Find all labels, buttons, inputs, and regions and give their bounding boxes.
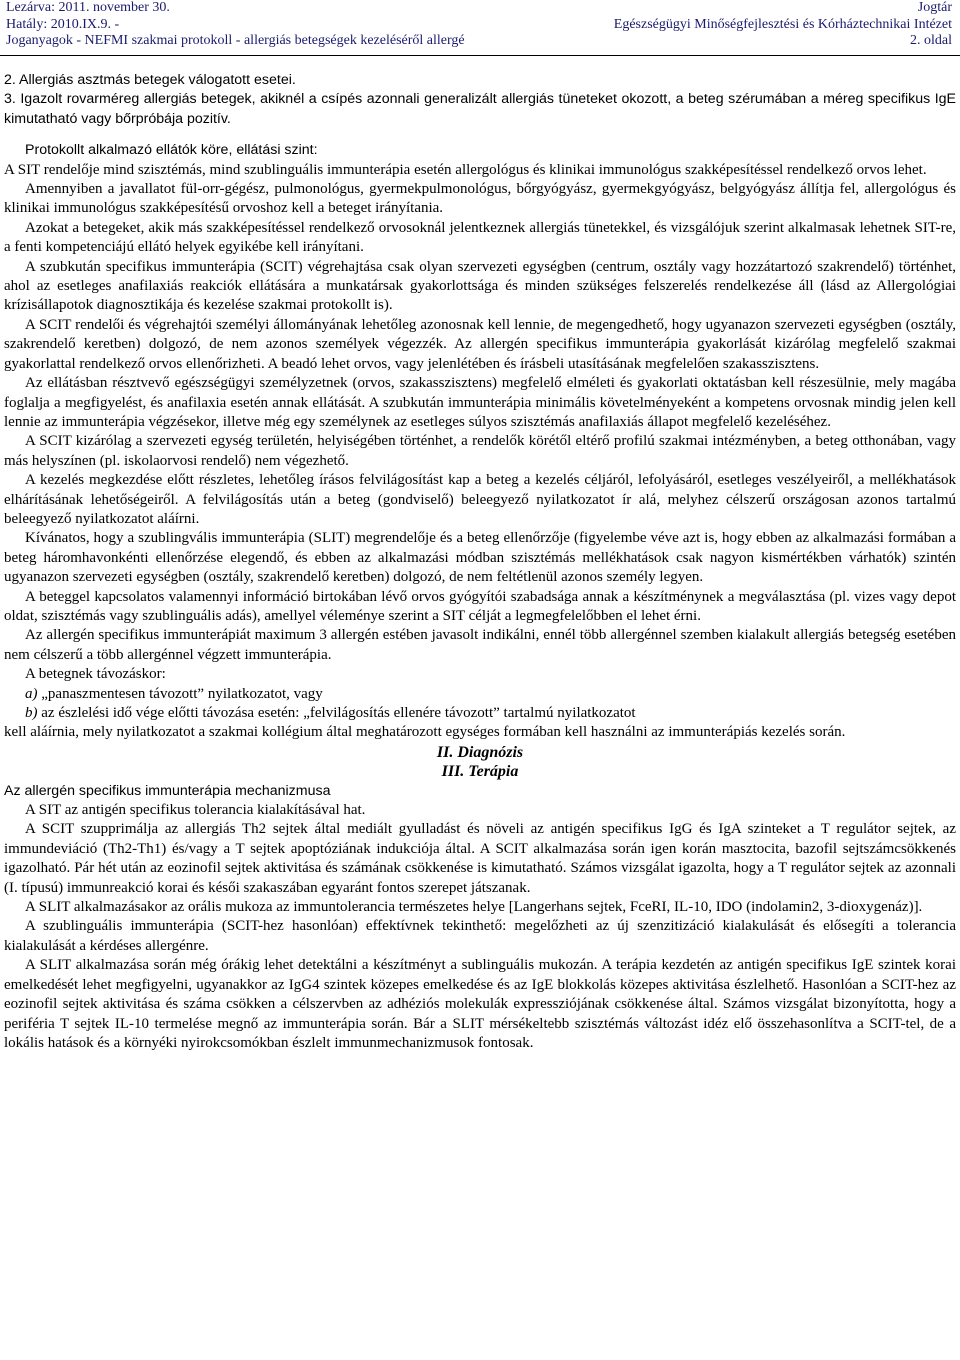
option-a: [4, 685, 956, 704]
paragraph: Azokat a betegeket, akik más szakképesítéssel rendelkező orvosoknál jelentkeznek allergiás tünetekkel, és vizsgálójuk szerint alkalmasak lehetnek SIT-re, a fenti kompetenciájú ellátó helyek egyikébe kell irányítani.: [4, 219, 956, 256]
paragraph: A SCIT rendelői és végrehajtói személyi állományának lehetőleg azonosnak kell lennie, de megengedhető, hogy ugyanazon szervezeti egységben (osztály, szakrendelő keretben) dolgozó, de nem azonos személyek végezzék. Az allergén specifikus immunterápia gyakorlását kizárólag megfelelő szakmai gyakorlattal rendelkező orvos ellenőrizheti. A beadó lehet orvos, vagy jelenlétében és írásbeli utasításának megfelelően szakasszisztens.: [4, 316, 956, 372]
paragraph: Kívánatos, hogy a szublingvális immunterápia (SLIT) megrendelője és a beteg ellenőrzője (figyelembe véve azt is, hogy ebben az alkalmazási formában a beteg háromhavonkénti ellenőrzése elegendő, és ebben az alkalmazási módban szisztémás mellékhatások csak nagyon kismértékben várhatók) szintén ugyanazon szervezeti egységben (osztály, szakrendelő keretben) dolgozó, de nem feltétlenül azonos személy legyen.: [4, 530, 956, 586]
paragraph: A SIT az antigén specifikus tolerancia kialakításával hat.: [25, 802, 366, 819]
institute-name: Egészségügyi Minőségfejlesztési és Kórháztechnikai Intézet: [613, 16, 952, 32]
option-a-text: „panaszmentesen távozott” nyilatkozatot, vagy: [41, 685, 323, 702]
option-b-label: b): [25, 705, 38, 721]
paragraph: Amennyiben a javallatot fül-orr-gégész, pulmonológus, gyermekpulmonológus, bőrgyógyász, gyermekgyógyász, belgyógyász állítja fel, allergológus és klinikai immunológus szakképesítésű orvoshoz kell a beteget irányítania.: [4, 181, 956, 217]
header-right: [614, 0, 952, 50]
list-item-3: 3. Igazolt rovarméreg allergiás betegek, akiknél a csípés azonnali generalizált allergiás tüneteket okozott, a beteg szérumában a méreg specifikus IgE kimutatható vagy bőrpróbája pozitív.: [4, 91, 956, 127]
page-header: [0, 0, 960, 62]
paragraph: A SLIT alkalmazása során még órákig lehet detektálni a készítményt a sublinguális mukozán. A terápia kezdetén az antigén specifikus IgE szintek korai emelkedését lehet megfigyelni, ugyanakkor az IgG4 szintek közepes emelkedése és az IgE blokkolás közepes aktivitása észlelhető. Hasonlóan a SCIT-hez az eozinofil sejtek aktivitása és száma csökken a célszervben az adhéziós molekulák expressziójának csökkenése által. Számos vizsgálat bizonyította, hogy a periféria T sejtek IL-10 termelése megnő az immunterápia során. Bár a SLIT mérsékeltebb szisztémás változást idéz elő összehasonlítva a SCIT-tel, de a lokális hatások és a környéki nyirokcsomókban észlelt immunmechanizmusok fontosak.: [4, 957, 956, 1051]
page-number: 2. oldal: [910, 33, 952, 48]
paragraph: A SCIT szupprimálja az allergiás Th2 sejtek által mediált gyulladást és növeli az antigén specifikus IgG és IgA szinteket a T regulátor sejtek, az immundeviáció (Th2-Th1) és/vagy a T sejtek apoptóziának indukciója által. A SCIT alkalmazása során igen korán masztocita, bazofil sejtszámcsökkenés igazolható. Pár hét után az eozinofil sejtek aktivitása és számának csökkenése is kimutatható. Számos vizsgálat igazolta, hogy a T regulátor sejtek az azonnali (I. típusú) immunreakció korai és késői szakaszában egyaránt fontos szerepet játszanak.: [4, 821, 956, 896]
paragraph: A szubkután specifikus immunterápia (SCIT) végrehajtása csak olyan szervezeti egységben (centrum, osztály vagy hozzátartozó szakrendelő) történhet, ahol az esetleges anafilaxiás reakciók ellátására a munkatársak gyakorlottsága és minden szükséges felszerelés rendelkezése áll (lásd az Allergológiai krízisállapotok diagnosztikája és kezelése szakmai protokollt is).: [4, 258, 956, 314]
paragraph: A szublinguális immunterápia (SCIT-hez hasonlóan) effektívnek tekinthető: megelőzheti az új szenzitizáció kialakulását és elősegíti a tolerancia kialakulását a kérdéses allergénre.: [4, 918, 956, 954]
publisher-name: Jogtár: [917, 0, 952, 15]
protocol-heading: Protokollt alkalmazó ellátók köre, ellátási szint:: [25, 142, 318, 159]
paragraph: A SIT rendelője mind szisztémás, mind szublinguális immunterápia esetén allergológus és klinikai immunológus szakképesítéssel rendelkező orvos lehet.: [4, 161, 927, 178]
paragraph: Az allergén specifikus immunterápiát maximum 3 allergén estében javasolt indikálni, ennél több allergénnel szemben kialakult allergiás betegség esetében nem célszerű a több allergénnel végzett immunterápia.: [4, 627, 956, 663]
subsection-heading: Az allergén specifikus immunterápia mechanizmusa: [4, 782, 331, 799]
validity-date: Hatály: 2010.IX.9. -: [6, 16, 120, 32]
paragraph: A SLIT alkalmazásakor az orális mukoza az immuntolerancia természetes helye [Langerhans sejtek, FceRI, IL-10, IDO (indolamin2, 3-dioxygenáz)].: [25, 899, 923, 916]
closing-date: Lezárva: 2011. november 30.: [6, 0, 170, 15]
paragraph: A beteggel kapcsolatos valamennyi információ birtokában lévő orvos gyógyítói szabadsága annak a készítménynek a megválasztása (pl. vizes vagy depot oldat, szisztémás vagy szublinguális adás), amellyel véleménye szerint a SIT célját a legmegfelelőbben el lehet érni.: [4, 588, 956, 624]
section-heading-therapy: III. Terápia: [441, 763, 519, 781]
header-left: [6, 0, 465, 50]
document-path: Joganyagok - NEFMI szakmai protokoll - allergiás betegségek kezeléséről allergé: [6, 33, 465, 48]
paragraph: A betegnek távozáskor:: [25, 666, 166, 683]
paragraph: A SCIT kizárólag a szervezeti egység területén, helyiségében történhet, a rendelők körétől eltérő profilú szakmai intézményben, a beteg otthonában, vagy más helyszínen (pl. iskolaorvosi rendelő) nem végezhető.: [4, 433, 956, 469]
document-body: [4, 71, 956, 1053]
paragraph: Az ellátásban résztvevő egészségügyi személyzetnek (orvos, szakasszisztens) megfelelő elméleti és gyakorlati oktatásban kell részesülnie, mely magába foglalja a megfigyelést, és anafilaxia esetén annak ellátását. A szubkután immunterápia minimális követelményeként a kompetens orvosnak mindig jelen kell lennie az immunterápia végzésekor, illetve még egy személynek az esetleges súlyos szisztémás anafilaxiás állapot megfelelő kezeléséhez.: [4, 375, 956, 430]
section-heading-diagnosis: II. Diagnózis: [436, 743, 524, 761]
paragraph: A kezelés megkezdése előtt részletes, lehetőleg írásos felvilágosítást kap a beteg a kezelés céljáról, lefolyásáról, esetleges veszélyeiről, a mellékhatások elhárításának lehetőségeiről. A felvilágosítás után a beteg (gondviselő) beleegyező nyilatkozatot ír alá, melyhez célszerű országosan azonos tartalmú beleegyező nyilatkozatot aláírni.: [4, 472, 956, 527]
header-divider: [0, 55, 960, 56]
option-b-text: az észlelési idő vége előtti távozása esetén: „felvilágosítás ellenére távozott” tartalmú nyilatkozatot: [41, 705, 636, 721]
list-item-2: 2. Allergiás asztmás betegek válogatott esetei.: [4, 72, 296, 88]
paragraph: kell aláírnia, mely nyilatkozatot a szakmai kollégium által meghatározott egységes formában kell használni az immunterápiás kezelés során.: [4, 724, 846, 741]
option-b: [4, 704, 956, 723]
option-a-label: a): [25, 685, 38, 702]
